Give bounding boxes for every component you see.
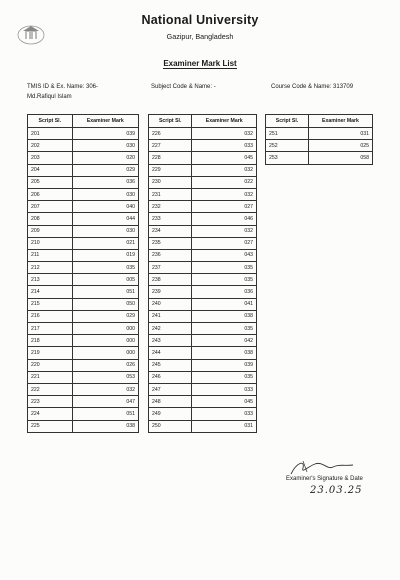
column-header-script-sl: Script Sl.	[28, 115, 73, 128]
mark-table-3	[265, 114, 373, 165]
examiner-mark-cell: 000	[72, 323, 138, 335]
table-row	[149, 298, 257, 310]
script-sl-cell: 245	[149, 359, 192, 371]
script-sl-cell: 215	[28, 298, 73, 310]
table-row	[149, 371, 257, 383]
script-sl-cell: 233	[149, 213, 192, 225]
table-row	[28, 249, 139, 261]
script-sl-cell: 251	[266, 128, 309, 140]
script-sl-cell: 226	[149, 128, 192, 140]
examiner-mark-cell: 033	[192, 383, 257, 395]
table-row	[28, 335, 139, 347]
table-row	[28, 359, 139, 371]
table-row	[149, 274, 257, 286]
column-header-script-sl: Script Sl.	[266, 115, 309, 128]
examiner-mark-cell: 041	[192, 298, 257, 310]
table-row	[28, 128, 139, 140]
table-row	[28, 213, 139, 225]
script-sl-cell: 235	[149, 237, 192, 249]
script-sl-cell: 211	[28, 249, 73, 261]
script-sl-cell: 201	[28, 128, 73, 140]
script-sl-cell: 248	[149, 396, 192, 408]
subject-info: Subject Code & Name: -	[151, 84, 216, 90]
examiner-mark-cell: 027	[192, 201, 257, 213]
examiner-mark-cell: 045	[192, 152, 257, 164]
script-sl-cell: 221	[28, 371, 73, 383]
table-row	[149, 176, 257, 188]
table-row	[266, 128, 373, 140]
examiner-mark-cell: 032	[192, 164, 257, 176]
examiner-mark-cell: 051	[72, 286, 138, 298]
mark-table-1	[27, 114, 139, 433]
script-sl-cell: 253	[266, 152, 309, 164]
examiner-mark-cell: 025	[308, 140, 372, 152]
script-sl-cell: 247	[149, 383, 192, 395]
table-row	[149, 213, 257, 225]
script-sl-cell: 232	[149, 201, 192, 213]
examiner-mark-cell: 035	[192, 274, 257, 286]
script-sl-cell: 246	[149, 371, 192, 383]
script-sl-cell: 228	[149, 152, 192, 164]
examiner-mark-cell: 038	[192, 310, 257, 322]
table-row	[28, 274, 139, 286]
examiner-mark-cell: 030	[72, 140, 138, 152]
script-sl-cell: 242	[149, 323, 192, 335]
table-row	[28, 188, 139, 200]
script-sl-cell: 224	[28, 408, 73, 420]
script-sl-cell: 249	[149, 408, 192, 420]
script-sl-cell: 209	[28, 225, 73, 237]
table-row	[149, 359, 257, 371]
script-sl-cell: 252	[266, 140, 309, 152]
script-sl-cell: 234	[149, 225, 192, 237]
table-row	[149, 396, 257, 408]
table-row	[28, 383, 139, 395]
tmis-examiner-info: TMIS ID & Ex. Name: 306- Md.Rafiqul Islam	[27, 84, 99, 100]
examiner-signature	[283, 458, 383, 476]
table-row	[28, 323, 139, 335]
column-header-examiner-mark: Examiner Mark	[308, 115, 372, 128]
script-sl-cell: 213	[28, 274, 73, 286]
table-row	[28, 237, 139, 249]
examiner-mark-cell: 050	[72, 298, 138, 310]
table-row	[28, 152, 139, 164]
table-row	[149, 164, 257, 176]
examiner-mark-cell: 039	[72, 128, 138, 140]
table-row	[149, 128, 257, 140]
examiner-mark-cell: 030	[72, 225, 138, 237]
script-sl-cell: 216	[28, 310, 73, 322]
script-sl-cell: 239	[149, 286, 192, 298]
table-row	[149, 201, 257, 213]
examiner-mark-cell: 040	[72, 201, 138, 213]
table-row	[149, 323, 257, 335]
script-sl-cell: 237	[149, 262, 192, 274]
script-sl-cell: 241	[149, 310, 192, 322]
script-sl-cell: 225	[28, 420, 73, 432]
table-row	[149, 335, 257, 347]
examiner-mark-cell: 036	[72, 176, 138, 188]
examiner-mark-cell: 042	[192, 335, 257, 347]
document-title	[0, 59, 400, 68]
column-header-examiner-mark: Examiner Mark	[72, 115, 138, 128]
script-sl-cell: 229	[149, 164, 192, 176]
table-row	[28, 140, 139, 152]
table-row	[149, 347, 257, 359]
table-row	[28, 420, 139, 432]
examiner-mark-cell: 026	[72, 359, 138, 371]
page-title: National University	[141, 13, 259, 27]
script-sl-cell: 250	[149, 420, 192, 432]
examiner-mark-cell: 027	[192, 237, 257, 249]
script-sl-cell: 206	[28, 188, 73, 200]
script-sl-cell: 244	[149, 347, 192, 359]
examiner-mark-cell: 019	[72, 249, 138, 261]
examiner-mark-cell: 029	[72, 164, 138, 176]
table-row	[28, 396, 139, 408]
table-row	[28, 347, 139, 359]
table-row	[28, 286, 139, 298]
table-row	[149, 408, 257, 420]
examiner-mark-cell: 021	[72, 237, 138, 249]
examiner-mark-cell: 033	[192, 140, 257, 152]
examiner-mark-cell: 053	[72, 371, 138, 383]
table-row	[149, 188, 257, 200]
script-sl-cell: 219	[28, 347, 73, 359]
column-header-script-sl: Script Sl.	[149, 115, 192, 128]
table-row	[28, 176, 139, 188]
script-sl-cell: 203	[28, 152, 73, 164]
examiner-mark-cell: 032	[192, 128, 257, 140]
table-row	[28, 310, 139, 322]
mark-table-2	[148, 114, 257, 433]
column-header-examiner-mark: Examiner Mark	[192, 115, 257, 128]
script-sl-cell: 204	[28, 164, 73, 176]
examiner-mark-cell: 029	[72, 310, 138, 322]
examiner-mark-cell: 022	[192, 176, 257, 188]
examiner-mark-cell: 000	[72, 347, 138, 359]
table-row	[28, 298, 139, 310]
table-row	[149, 383, 257, 395]
table-row	[149, 249, 257, 261]
examiner-mark-cell: 044	[72, 213, 138, 225]
table-row	[149, 237, 257, 249]
script-sl-cell: 214	[28, 286, 73, 298]
table-row	[149, 286, 257, 298]
examiner-mark-cell: 030	[72, 188, 138, 200]
table-row	[149, 420, 257, 432]
table-row	[266, 140, 373, 152]
mark-table-body	[28, 128, 139, 433]
table-row	[28, 164, 139, 176]
examiner-mark-cell: 035	[72, 262, 138, 274]
script-sl-cell: 217	[28, 323, 73, 335]
script-sl-cell: 208	[28, 213, 73, 225]
examiner-mark-cell: 035	[192, 262, 257, 274]
table-row	[149, 262, 257, 274]
examiner-mark-cell: 047	[72, 396, 138, 408]
examiner-mark-cell: 039	[192, 359, 257, 371]
script-sl-cell: 243	[149, 335, 192, 347]
signature-label: Examiner's Signature & Date	[286, 476, 363, 482]
examiner-mark-cell: 058	[308, 152, 372, 164]
page-subtitle: Gazipur, Bangladesh	[166, 32, 234, 41]
table-row	[149, 225, 257, 237]
examiner-mark-cell: 035	[192, 323, 257, 335]
table-row	[149, 310, 257, 322]
examiner-mark-cell: 020	[72, 152, 138, 164]
examiner-mark-cell: 032	[192, 225, 257, 237]
examiner-mark-cell: 005	[72, 274, 138, 286]
script-sl-cell: 236	[149, 249, 192, 261]
script-sl-cell: 231	[149, 188, 192, 200]
script-sl-cell: 202	[28, 140, 73, 152]
table-row	[28, 225, 139, 237]
script-sl-cell: 240	[149, 298, 192, 310]
script-sl-cell: 218	[28, 335, 73, 347]
script-sl-cell: 230	[149, 176, 192, 188]
examiner-mark-cell: 036	[192, 286, 257, 298]
script-sl-cell: 212	[28, 262, 73, 274]
script-sl-cell: 223	[28, 396, 73, 408]
script-sl-cell: 238	[149, 274, 192, 286]
document-title-text: Examiner Mark List	[163, 59, 237, 68]
table-row	[149, 140, 257, 152]
examiner-mark-cell: 032	[72, 383, 138, 395]
table-row	[266, 152, 373, 164]
mark-table-body	[149, 128, 257, 433]
examiner-mark-cell: 046	[192, 213, 257, 225]
script-sl-cell: 227	[149, 140, 192, 152]
table-row	[149, 152, 257, 164]
examiner-mark-cell: 043	[192, 249, 257, 261]
script-sl-cell: 205	[28, 176, 73, 188]
examiner-mark-cell: 031	[308, 128, 372, 140]
examiner-mark-cell: 000	[72, 335, 138, 347]
mark-table-body	[266, 128, 373, 165]
examiner-mark-cell: 038	[192, 347, 257, 359]
script-sl-cell: 210	[28, 237, 73, 249]
script-sl-cell: 222	[28, 383, 73, 395]
examiner-mark-cell: 031	[192, 420, 257, 432]
examiner-mark-cell: 051	[72, 408, 138, 420]
table-row	[28, 201, 139, 213]
examiner-mark-cell: 033	[192, 408, 257, 420]
examiner-mark-cell: 038	[72, 420, 138, 432]
table-row	[28, 408, 139, 420]
script-sl-cell: 207	[28, 201, 73, 213]
examiner-mark-cell: 032	[192, 188, 257, 200]
examiner-mark-cell: 045	[192, 396, 257, 408]
course-info: Course Code & Name: 313709	[271, 84, 354, 90]
script-sl-cell: 220	[28, 359, 73, 371]
signature-date: 23.03.25	[310, 485, 363, 496]
table-row	[28, 371, 139, 383]
examiner-mark-cell: 035	[192, 371, 257, 383]
table-row	[28, 262, 139, 274]
